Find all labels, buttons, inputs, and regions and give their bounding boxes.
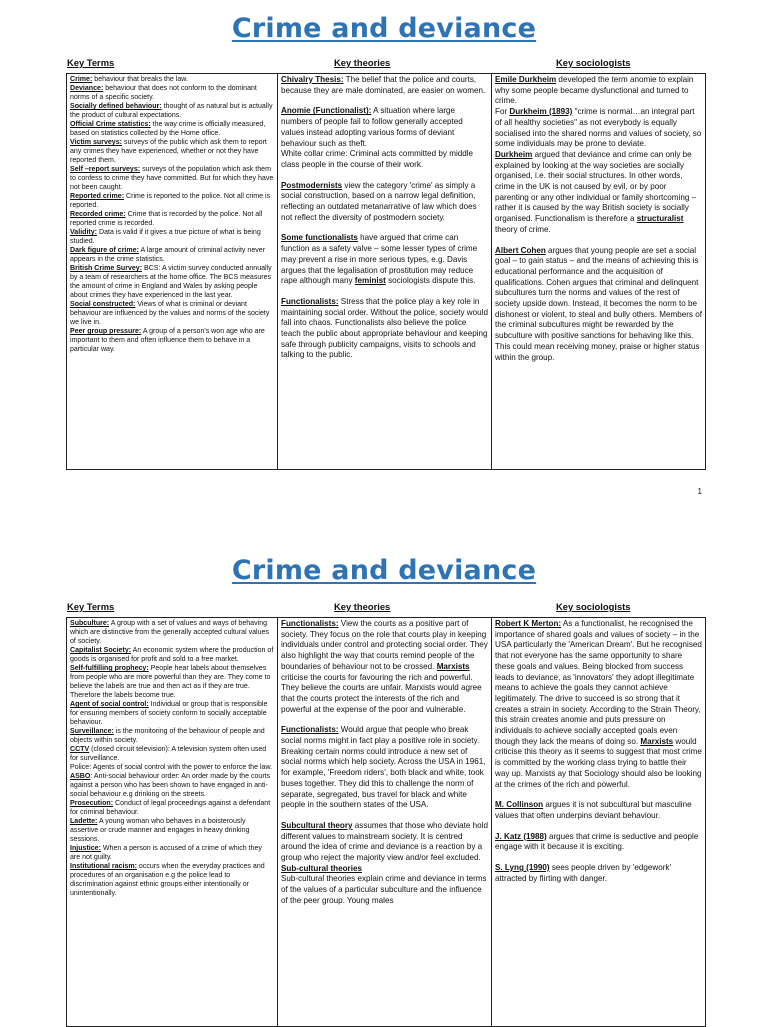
entry [70, 799, 274, 817]
entry-extra: White collar crime: Criminal acts committed by middle class people in the course of their work. [281, 149, 474, 169]
entry-term: Social constructed: [70, 301, 136, 308]
entry-text: A situation where large numbers of people fail to follow generally accepted values instead adopting various forms of deviant behaviour such as theft. [281, 106, 463, 148]
entry-text: (closed circuit television): A television system often used for surveillance. [70, 746, 267, 762]
page-title: Crime and deviance [231, 13, 537, 44]
entry-text: argues that crime is seductive and people engage with it because it is exciting. [495, 831, 699, 852]
content-table [66, 73, 706, 470]
entry-term: Some functionalists [281, 233, 358, 243]
entry [495, 800, 702, 821]
entry-text: An economic system where the production of goods is organised for profit and sold to a free market. [70, 647, 274, 663]
entry-text: "crime is normal…an integral part of all healthy societies" as not everybody is equally socialised into the shared norms and values of society, so some individuals may be prone to deviate. [495, 107, 702, 149]
entry-text: BCS: A victim survey conducted annually by a team of researchers at the home office. The BCS measures the amount of crime in England and Wales by asking people about crimes they have experienced in the last year. [70, 265, 272, 299]
entry [70, 646, 274, 664]
entry [495, 619, 702, 790]
header-key-sociologists: Key sociologists [556, 57, 631, 68]
entry-term: Functionalists: [281, 619, 339, 628]
column-headers [66, 57, 706, 71]
entry [281, 874, 488, 906]
entry-text: Police: Agents of social control with the power to enforce the law. [70, 764, 273, 771]
entry [70, 327, 274, 354]
entry-text: A group with a set of values and ways of behaving which are distinctive from the generally accepted cultural values of society. [70, 620, 269, 645]
entry-text: A young woman who behaves in a boisterously assertive or crude manner and engages in heavy drinking sessions. [70, 818, 250, 843]
entry [70, 772, 274, 799]
entry [495, 832, 702, 853]
entry-term: Peer group pressure: [70, 328, 142, 335]
entry-term: Prosecution: [70, 800, 114, 807]
header-key-theories: Key theories [334, 57, 391, 68]
key-theories-cell [278, 74, 492, 470]
entry-term: Surveillance: [70, 728, 114, 735]
entry-term: Crime: [70, 76, 93, 83]
entry-text: A group of a person's won age who are important to them and often influence them to behave in a particular way. [70, 328, 265, 353]
entry-term: Validity: [70, 229, 98, 236]
entry [281, 75, 488, 96]
entry-prefix: For [495, 107, 510, 117]
entry-text-secondary: theory of crime. [495, 224, 551, 234]
entry [495, 863, 702, 884]
entry [281, 725, 488, 811]
entry-text: surveys of the public which ask them to report any crimes they have experienced, whether or not they have reported them. [70, 139, 267, 164]
entry-text: surveys of the population which ask them to confess to crime they have committed. But for which they have not been caught. [70, 166, 274, 191]
entry-term: Durkheim (1893) [509, 107, 573, 117]
entry-text: have argued that crime can function as a safety valve – some lesser types of crime may prevent a rise in more serious types, e.g. Davis argues that the legalisation of prostitution may reduce rape although many [281, 233, 478, 286]
entry [70, 84, 274, 102]
entry-term: Functionalists: [281, 296, 339, 306]
entry [281, 297, 488, 361]
entry-term: Recorded crime: [70, 211, 126, 218]
entry-term: Subculture: [70, 620, 110, 627]
key-sociologists-cell [492, 74, 706, 470]
entry [70, 264, 274, 300]
entry-text: developed the term anomie to explain why some people became dysfunctional and turned to crime. [495, 75, 694, 106]
entry-term: CCTV [70, 746, 90, 753]
entry-term: Chivalry Thesis: [281, 75, 344, 84]
entry-text: behaviour that breaks the law. [92, 76, 188, 83]
entry-term: Sub-cultural theories [281, 863, 362, 873]
entry-text: behaviour that does not conform to the dominant norms of a specific society. [70, 85, 257, 101]
entry-text: When a person is accused of a crime of which they are not guilty. [70, 845, 262, 861]
entry-term: Injustice: [70, 845, 101, 852]
key-sociologists-cell [492, 618, 706, 1027]
entry-text: is the monitoring of the behaviour of people and objects within society. [70, 728, 265, 744]
entry-term: Official Crime statistics: [70, 121, 151, 128]
entry-term: British Crime Survey: [70, 265, 143, 272]
entry [70, 102, 274, 120]
entry [70, 165, 274, 192]
entry-text: Conduct of legal proceedings against a defendant for criminal behaviour. [70, 800, 271, 816]
entry [70, 763, 274, 772]
entry-term: Deviance: [70, 85, 104, 92]
entry-text: Crime is reported to the police. Not all crime is reported. [70, 193, 271, 209]
entry [70, 120, 274, 138]
entry [70, 745, 274, 763]
header-key-terms: Key Terms [67, 601, 115, 612]
entry [281, 233, 488, 287]
entry-text: The belief that the police and courts, because they are male dominated, are easier on women. [281, 75, 486, 95]
entry-term: Reported crime: [70, 193, 125, 200]
entry-text: view the category 'crime' as simply a social construction, based on a narrow legal definition, reflecting an outdated metanarrative of law which does not reflect the diversity of postmodern society. [281, 180, 477, 222]
entry-text: Would argue that people who break social norms might in fact play a positive role in society. Breaking certain norms could introduce a new set of social norms which help society. Across the USA in 1961, for example, 'Freedom riders', both black and white, took buses together. They did this to challenge the norm of separate, segregated, bus travel for black and white people in the southern states of the USA. [281, 725, 486, 810]
entry-text: argued that deviance and crime can only be explained by looking at the way societies are socially organised, i.e. their social structures. In other words, crime in the UK is not caused by evil, or by poor parenting or any other individual or family shortcoming – rather it is caused by the way British society is socially organised. Functionalism is therefore a [495, 149, 697, 224]
entry-term-secondary: structuralist [636, 214, 684, 224]
entry [495, 246, 702, 364]
entry [70, 246, 274, 264]
entry-term: Functionalists: [281, 725, 339, 735]
entry-term: Robert K Merton: [495, 619, 562, 628]
entry [70, 192, 274, 210]
content-table [66, 617, 706, 1027]
entry [281, 619, 488, 715]
entry [495, 75, 702, 107]
entry [495, 150, 702, 236]
entry-text: the way crime is officially measured, based on statistics collected by the Home office. [70, 121, 266, 137]
page-title: Crime and deviance [231, 555, 537, 586]
entry-text: View the courts as a positive part of society. They focus on the role that courts play in keeping individuals under control and protecting social order. They also highlight the way that courts remind people of the boundaries of behaviour not to be crossed. [281, 619, 488, 671]
entry [70, 817, 274, 844]
entry-text: assumes that those who deviate hold different values to mainstream society. It is centred around the idea of crime and deviance is a reaction by a group who reject the majority view and/or feel excluded. [281, 820, 488, 863]
entry-term-secondary: Marxists [640, 736, 674, 746]
entry [70, 300, 274, 327]
entry-term-secondary: feminist [354, 276, 386, 286]
page-number: 1 [697, 487, 702, 496]
entry-text: Individual or group that is responsible for ensuring members of society conform to socially acceptable behaviour. [70, 701, 268, 726]
entry-term: Socially defined behaviour: [70, 103, 162, 110]
entry-term: Self –report surveys: [70, 166, 141, 173]
header-key-terms: Key Terms [67, 57, 115, 68]
entry-term: Durkheim [495, 149, 533, 159]
entry-term: Ladette: [70, 818, 98, 825]
column-headers [66, 601, 706, 615]
entry-text: People hear labels about themselves from people who are more powerful than they are. They come to believe the labels are true and then act as if they are true. Therefore the labels become true. [70, 665, 271, 699]
entry-text: Crime that is recorded by the police. Not all reported crime is recorded. [70, 211, 263, 227]
entry-term: ASBO [70, 773, 91, 780]
entry-term: M. Collinson [495, 800, 544, 810]
entry [281, 181, 488, 224]
entry [281, 106, 488, 149]
entry-text: occurs when the everyday practices and procedures of an organisation e.g the police lead to discrimination against ethnic groups either intentionally or unintentionally. [70, 863, 265, 897]
entry-text: Stress that the police play a key role in maintaining social order. Without the police, society would fall into chaos. Functionalists also believe the police teach the public about appropriate behaviour and keeping safe through publicity campaigns, visits to schools and talking to the public. [281, 296, 488, 360]
entry [70, 228, 274, 246]
entry-term: Institutional racism: [70, 863, 137, 870]
entry-term: Anomie (Functionalist): [281, 106, 372, 116]
entry-term: Subcultural theory [281, 820, 353, 830]
entry-term: Self-fulfilling prophecy: [70, 665, 149, 672]
entry-text: Sub-cultural theories explain crime and deviance in terms of the values of a particular subculture and the influence of the peer group. Young males [281, 874, 487, 905]
header-key-sociologists: Key sociologists [556, 601, 631, 612]
entry-text: Data is valid if it gives a true picture of what is being studied. [70, 229, 261, 245]
entry-text: Views of what is criminal or deviant behaviour are influenced by the values and norms of the society we live in. [70, 301, 270, 326]
entry [70, 727, 274, 745]
entry-term: Agent of social control: [70, 701, 149, 708]
key-theories-cell [278, 618, 492, 1027]
header-key-theories: Key theories [334, 601, 391, 612]
entry-text: As a functionalist, he recognised the importance of shared goals and values of society – in the USA particularly the 'American Dream'. But he recognised that not everyone has the same opportunity to share these goals and values. Being blocked from success leads to deviance, as 'innovators' they adopt illegitimate means to achieve the goals they cannot achieve legitimately. The drive to succeed is so strong that it creates a strain in society. According to the Strain Theory, this strain creates anomie and puts pressure on individuals to achieve socially accepted goals even though they lack the means of doing so. [495, 619, 702, 746]
entry-text-secondary: sociologists dispute this. [385, 276, 476, 286]
entry [281, 821, 488, 864]
entry-term: Emile Durkheim [495, 75, 557, 84]
entry-text: : Anti-social behaviour order: An order made by the courts against a person who has been shown to have engaged in anti-social behaviour e.g drinking on the streets. [70, 773, 271, 798]
entry-text: argues that young people are set a social goal – to gain status – and the means of achieving this is educational performance and the acquisition of qualifications. Cohen argues that criminal and delinquent subcultures turn the norms and values of the rest of society upside down. Instead, it becomes the norm to be dishonest or violent, to steal and bully others. Members of the criminal subcultures might be rewarded by the subculture with positive sanctions for behaving like this. This could mean receiving money, praise or higher status within the group. [495, 245, 702, 362]
entry-term: Victim surveys: [70, 139, 122, 146]
entry [495, 107, 702, 150]
entry [70, 700, 274, 727]
entry-term-secondary: Marxists [436, 661, 470, 671]
entry-term: J. Katz (1988) [495, 831, 547, 841]
key-terms-cell [67, 618, 278, 1027]
entry [281, 864, 488, 875]
entry-term: Capitalist Society: [70, 647, 132, 654]
entry [70, 75, 274, 84]
entry [70, 619, 274, 646]
entry [70, 664, 274, 700]
entry [70, 138, 274, 165]
entry [70, 862, 274, 898]
entry-term: Dark figure of crime: [70, 247, 139, 254]
entry-text-secondary: would criticise this theory as it seems to suggest that most crime is committed by the working class trying to battle their way up. Marxists ay that Sociology should also be looking at the crimes of the rich and powerful. [495, 736, 702, 789]
entry-term: Albert Cohen [495, 245, 546, 255]
entry-text: argues it is not subcultural but masculine values that often underpins deviant behaviour. [495, 800, 692, 820]
entry-text: sees people driven by 'edgework' attracted by flirting with danger. [495, 863, 672, 883]
entry [70, 844, 274, 862]
entry-text: thought of as natural but is actually the product of cultural expectations. [70, 103, 273, 119]
entry-term: Postmodernists [281, 180, 343, 190]
entry-text-secondary: criticise the courts for favouring the rich and powerful. They believe the courts are unfair. Marxists would agree that the courts protect the interests of the rich and powerful at the expense of the poor and vulnerable. [281, 672, 482, 714]
entry-term: S. Lyng (1990) [495, 863, 550, 873]
entry [70, 210, 274, 228]
key-terms-cell [67, 74, 278, 470]
entry-text: A large amount of criminal activity never appears in the crime statistics. [70, 247, 266, 263]
